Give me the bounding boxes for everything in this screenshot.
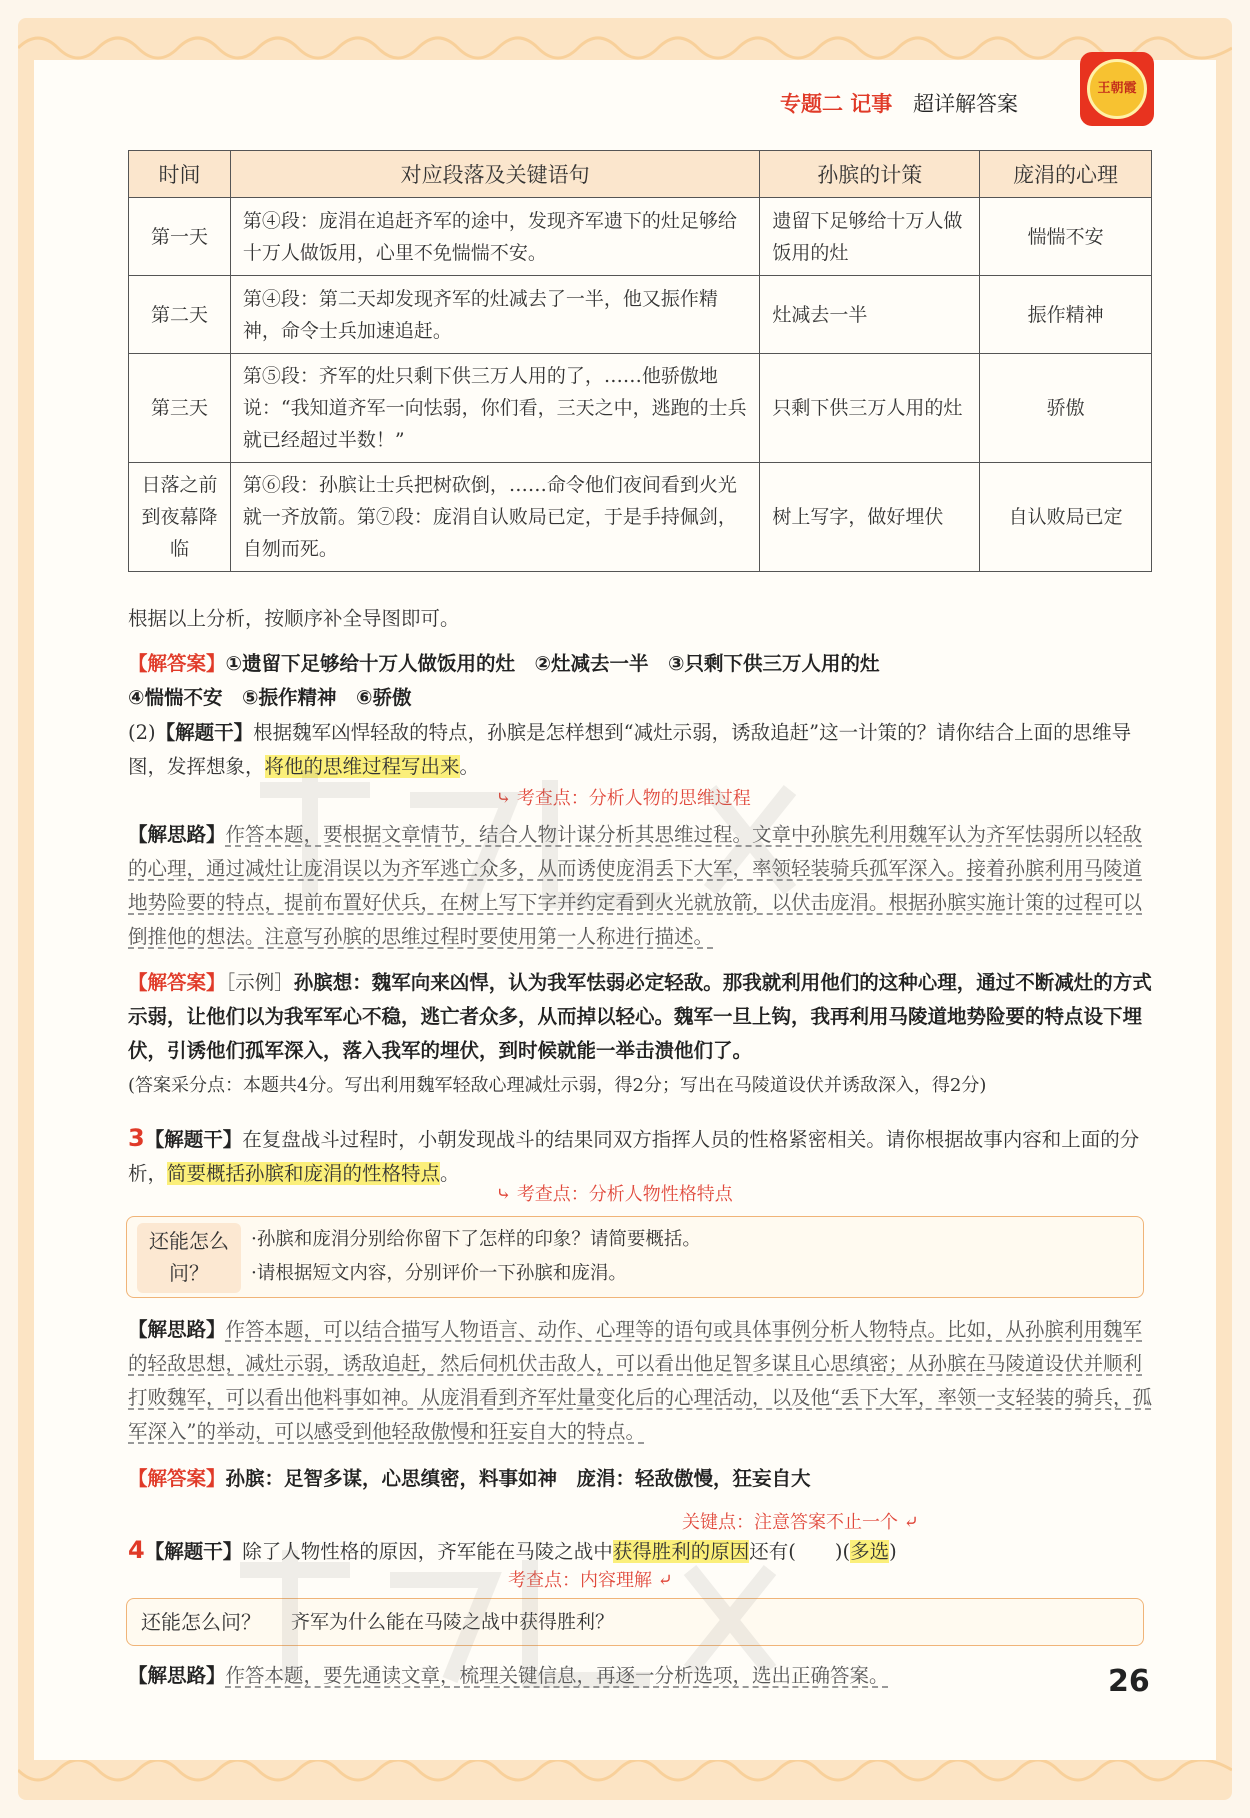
question-number: 4 <box>128 1536 145 1564</box>
decorative-wave-bottom <box>18 1754 1232 1800</box>
exam-point-note: ⤷ 考查点：分析人物的思维过程 <box>496 788 751 809</box>
alt-questions-title: 还能怎么问？ <box>141 1610 261 1634</box>
table-row <box>129 463 1152 572</box>
cell-time: 日落之前到夜幕降临 <box>129 463 231 572</box>
cell-plan: 灶减去一半 <box>760 276 980 354</box>
think-label: 【解思路】 <box>128 823 226 846</box>
cell-time: 第二天 <box>129 276 231 354</box>
alt-questions-list <box>251 1223 701 1291</box>
think-text: 作答本题，要根据文章情节，结合人物计谋分析其思维过程。文章中孙膑先利用魏军认为齐军怯弱所以轻敌的心理，通过减灶让庞涓误以为齐军逃亡众多，从而诱使庞涓丢下大军，率领轻装骑兵孤军深入。接着孙膑利用马陵道地势险要的特点，提前布置好伏兵，在树上写下字并约定看到火光就放箭，以伏击庞涓。根据孙膑实施计策的过程可以倒推他的想法。注意写孙膑的思维过程时要使用第一人称进行描述。 <box>128 823 1143 948</box>
table-header-cell: 时间 <box>129 151 231 198</box>
table-header-cell: 对应段落及关键语句 <box>230 151 759 198</box>
header-subtitle: 超详解答案 <box>913 92 1018 116</box>
question-text: 在复盘战斗过程时，小朝发现战斗的结果同双方指挥人员的性格紧密相关。请你根据故事内容和上面的分析， <box>128 1128 1140 1185</box>
answer-scoring: (答案采分点：本题共4分。写出利用魏军轻敌心理减灶示弱，得2分；写出在马陵道设伏并诱敌深入，得2分) <box>128 1075 987 1096</box>
analysis-conclusion: 根据以上分析，按顺序补全导图即可。 <box>128 607 460 630</box>
exam-point-text: 考查点：分析人物性格特点 <box>516 1184 733 1205</box>
question-multi-select: 多选 <box>850 1540 890 1563</box>
key-point-text: 关键点：注意答案不止一个 <box>682 1512 898 1533</box>
answer-text: 孙膑：足智多谋，心思缜密，料事如神 庞涓：轻敌傲慢，狂妄自大 <box>225 1467 811 1490</box>
think-label: 【解思路】 <box>128 1318 226 1341</box>
exam-point-note: 考查点：内容理解 ⤶ <box>508 1570 673 1591</box>
cell-mind: 自认败局已定 <box>980 463 1152 572</box>
alt-question-item: ·孙膑和庞涓分别给你留下了怎样的印象？请简要概括。 <box>251 1229 701 1250</box>
exam-point-note: ⤷ 考查点：分析人物性格特点 <box>496 1184 733 1205</box>
cell-mind: 惴惴不安 <box>980 198 1152 276</box>
table-header-cell: 孙膑的计策 <box>760 151 980 198</box>
answer-line-2: ④惴惴不安 ⑤振作精神 ⑥骄傲 <box>128 686 412 709</box>
think-3 <box>128 1313 1158 1449</box>
answer-label: 【解答案】 <box>128 971 226 994</box>
table-header-cell: 庞涓的心理 <box>980 151 1152 198</box>
watermark <box>250 760 810 910</box>
answer-prefix: ［示例］ <box>225 971 294 994</box>
answer-label: 【解答案】 <box>128 652 226 675</box>
question-mid: 还有( )( <box>749 1540 851 1563</box>
table-row <box>129 198 1152 276</box>
think-label: 【解思路】 <box>128 1664 226 1687</box>
table-row <box>129 354 1152 463</box>
table-row <box>129 276 1152 354</box>
cell-mind: 振作精神 <box>980 276 1152 354</box>
exam-point-text: 考查点：内容理解 <box>508 1570 652 1591</box>
cell-text: 第⑤段：齐军的灶只剩下供三万人用的了，……他骄傲地说：“我知道齐军一向怯弱，你们看，三天之中，逃跑的士兵就已经超过半数！” <box>230 354 759 463</box>
analysis-table <box>128 150 1152 572</box>
think-text: 作答本题，可以结合描写人物语言、动作、心理等的语句或具体事例分析人物特点。比如，从孙膑利用魏军的轻敌思想，减灶示弱，诱敌追赶，然后伺机伏击敌人，可以看出他足智多谋且心思缜密；从孙膑在马陵道设伏并顺利打败魏军，可以看出他料事如神。从庞涓看到齐军灶量变化后的心理活动，以及他“丢下大军，率领一支轻装的骑兵，孤军深入”的举动，可以感受到他轻敌傲慢和狂妄自大的特点。 <box>128 1318 1152 1443</box>
cell-text: 第④段：第二天却发现齐军的灶减去了一半，他又振作精神，命令士兵加速追赶。 <box>230 276 759 354</box>
page-header <box>780 88 1018 118</box>
cell-mind: 骄傲 <box>980 354 1152 463</box>
question-text: 除了人物性格的原因，齐军能在马陵之战中 <box>242 1540 613 1563</box>
alt-question-item: 齐军为什么能在马陵之战中获得胜利？ <box>291 1611 615 1633</box>
cell-time: 第三天 <box>129 354 231 463</box>
question-end: ) <box>889 1540 897 1563</box>
cell-plan: 遗留下足够给十万人做饭用的灶 <box>760 198 980 276</box>
question-label: 【解题干】 <box>155 721 254 744</box>
answer-2 <box>128 966 1158 1103</box>
answer-1 <box>128 647 1158 715</box>
question-text: 根据魏军凶悍轻敌的特点，孙膑是怎样想到“减灶示弱，诱敌追赶”这一计策的？请你结合上面的思维导图，发挥想象， <box>128 721 1132 778</box>
answer-3 <box>128 1462 1158 1496</box>
question-highlight: 简要概括孙膑和庞涓的性格特点 <box>167 1162 441 1185</box>
topic-title: 专题二 记事 <box>780 92 893 116</box>
question-label: 【解题干】 <box>144 1540 243 1563</box>
cell-plan: 只剩下供三万人用的灶 <box>760 354 980 463</box>
question-number: (2) <box>128 721 156 744</box>
key-point-note: 关键点：注意答案不止一个 ⤶ <box>682 1512 919 1533</box>
cell-plan: 树上写字，做好埋伏 <box>760 463 980 572</box>
question-highlight: 将他的思维过程写出来 <box>264 755 460 778</box>
answer-line-1: ①遗留下足够给十万人做饭用的灶 ②灶减去一半 ③只剩下供三万人用的灶 <box>225 652 880 675</box>
alt-question-item: ·请根据短文内容，分别评价一下孙膑和庞涓。 <box>251 1263 627 1284</box>
question-end: 。 <box>459 755 480 778</box>
page-number: 26 <box>1108 1664 1150 1699</box>
answer-label: 【解答案】 <box>128 1467 226 1490</box>
question-end: 。 <box>440 1162 460 1185</box>
think-text: 作答本题，要先通读文章，梳理关键信息，再逐一分析选项，选出正确答案。 <box>225 1664 889 1687</box>
cell-text: 第④段：庞涓在追赶齐军的途中，发现齐军遗下的灶足够给十万人做饭用，心里不免惴惴不安。 <box>230 198 759 276</box>
logo-text: 王朝霞 <box>1087 59 1147 119</box>
decorative-wave-top <box>18 18 1232 64</box>
alt-questions-box <box>126 1216 1144 1298</box>
table-header-row <box>129 151 1152 198</box>
cell-time: 第一天 <box>129 198 231 276</box>
watermark <box>230 1540 790 1690</box>
alt-questions-title: 还能怎么问？ <box>137 1223 241 1293</box>
question-highlight: 获得胜利的原因 <box>612 1540 750 1563</box>
brand-logo <box>1080 52 1154 126</box>
question-number: 3 <box>128 1124 145 1152</box>
question-label: 【解题干】 <box>144 1128 243 1151</box>
exam-point-text: 考查点：分析人物的思维过程 <box>516 788 751 809</box>
answer-text: 孙膑想：魏军向来凶悍，认为我军怯弱必定轻敌。那我就利用他们的这种心理，通过不断减灶的方式示弱，让他们以为我军军心不稳，逃亡者众多，从而掉以轻心。魏军一旦上钩，我再利用马陵道地势险要的特点设下埋伏，引诱他们孤军深入，落入我军的埋伏，到时候就能一举击溃他们了。 <box>128 971 1152 1062</box>
cell-text: 第⑥段：孙膑让士兵把树砍倒，……命令他们夜间看到火光就一齐放箭。第⑦段：庞涓自认败局已定，于是手持佩剑，自刎而死。 <box>230 463 759 572</box>
